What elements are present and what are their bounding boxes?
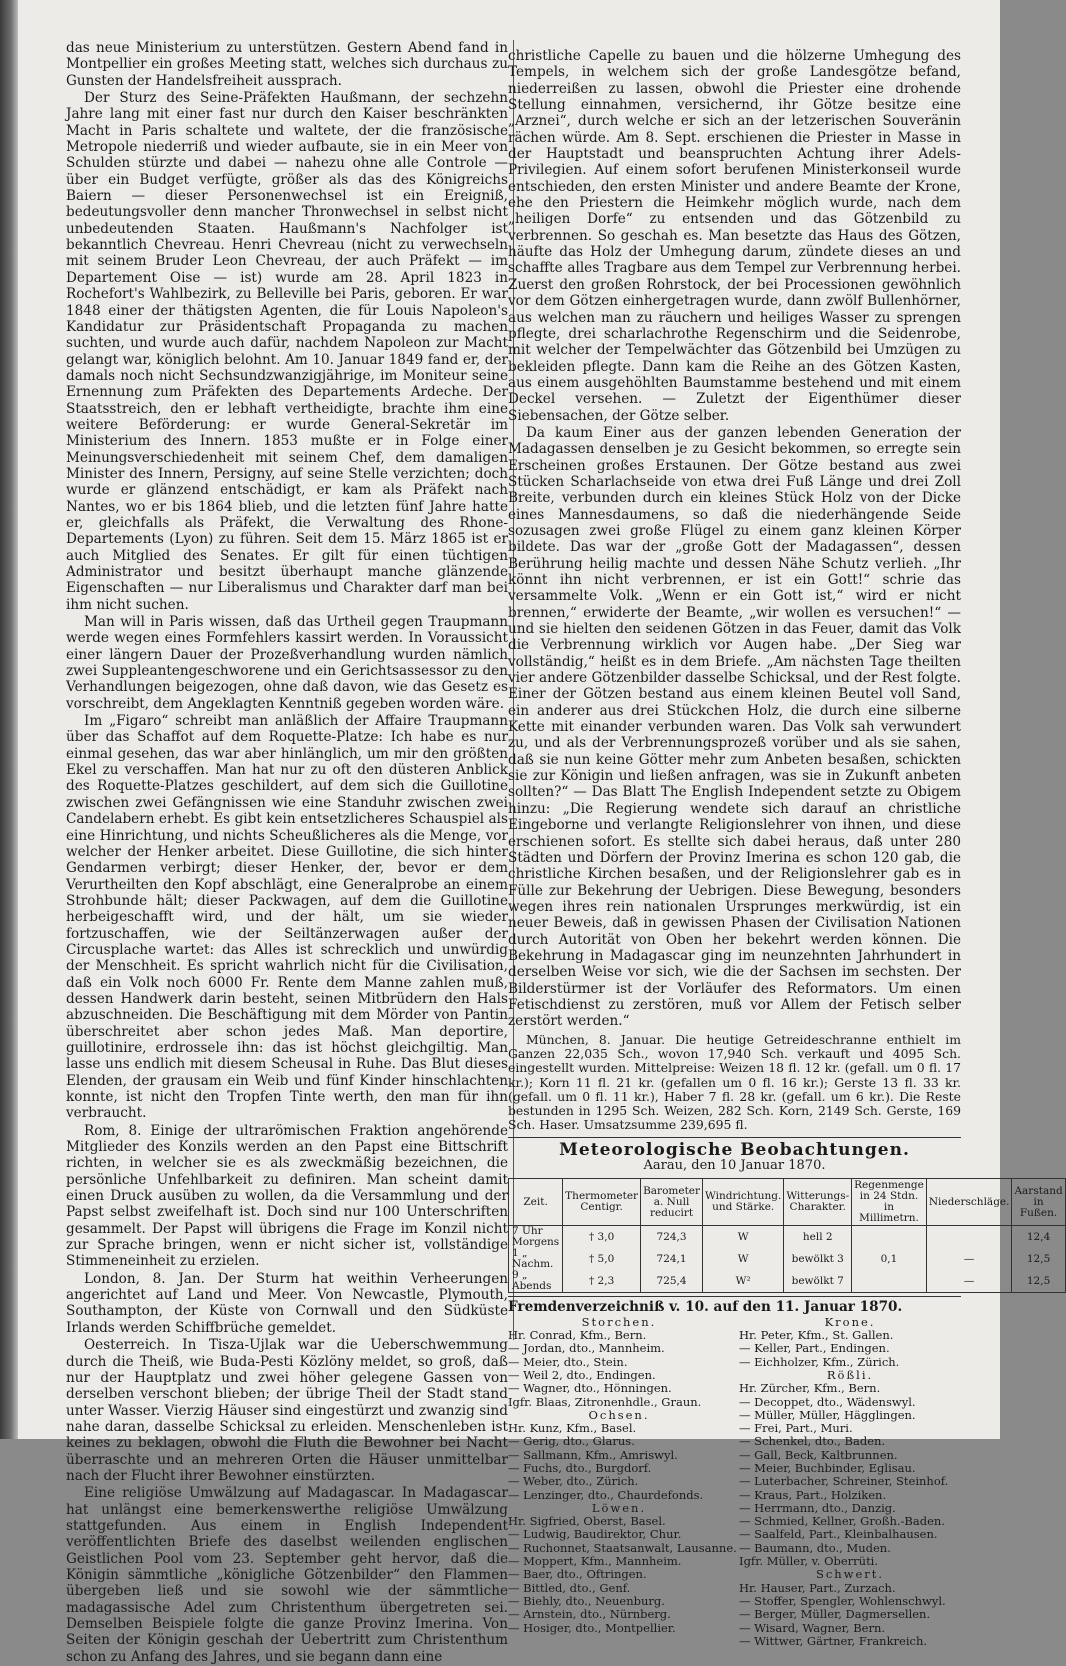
book-binding-edge (0, 0, 18, 1439)
weather-wind: W² (703, 1270, 784, 1293)
weather-header: Aarstand in Fußen. (1012, 1179, 1065, 1226)
hotel-name: Rößli. (826, 1367, 874, 1382)
paragraph-rom: Rom, 8. Einige der ultrarömischen Fraktion angehörende Mitglieder des Konzils werden an den Papst eine Bittschrift richten, in welcher sie es als zweckmäßig bezeichnen, die persönliche Unfehlbarkeit zu definiren. Man scheint damit einen Druck ausüben zu wollen, da die Versammlung und der Papst selbst zweifelhaft ist. Doch sind nur 100 Unterschriften gesammelt. Der Papst will übrigens die Frage im Konzil nicht zur Sprache bringen, wenn er nicht sicher ist, vollständige Stimmeneinheit zu erzielen. (66, 1122, 508, 1270)
guest-entry: — Hosiger, dto., Montpellier. (508, 1620, 676, 1635)
guest-entry: Igfr. Blaas, Zitronenhdle., Graun. (508, 1394, 702, 1409)
hotel-name: Ochsen. (588, 1407, 650, 1422)
guest-entry: — Lenzinger, dto., Chaurdefonds. (508, 1487, 704, 1502)
guest-entry: — Keller, Part., Endingen. (739, 1341, 890, 1356)
weather-row (509, 1270, 1066, 1293)
weather-precip (926, 1226, 1012, 1249)
weather-title: Meteorologische Beobachtungen. (559, 1139, 910, 1160)
guest-entry: — Arnstein, dto., Nürnberg. (508, 1607, 671, 1622)
paragraph-goetze: Da kaum Einer aus der ganzen lebenden Generation der Madagassen denselben je zu Gesicht bekommen, so erregte sein Erscheinen großes Erstaunen. Der Götze bestand aus zwei Stücken Scharlachseide von etwa drei Fuß Länge und drei Zoll Breite, verbunden durch ein kleines Stück Holz von der Dicke eines Mannesdaumens, so daß die niederhängende Seide sozusagen zwei große Flügel zu einem ganz kleinen Körper bildete. Das war der „große Gott der Madagassen“, dessen Berührung heilig machte und dessen Nähe Schutz verlieh. „Ihr könnt ihn nicht verbrennen, er ist ein Gott!“ schrie das versammelte Volk. „Wenn er ein Gott ist,“ wird er nicht brennen,“ erwiderte der Beamte, „wir wollen es versuchen!“ — und sie hielten den seidenen Götzen in das Feuer, damit das Volk die Verbrennung wirklich vor Augen habe. „Der Sieg war vollständig,“ heißt es in dem Briefe. „Am nächsten Tage theilten vier andere Götzenbilder dasselbe Schicksal, und der Rest folgte. Einer der Götzen bestand aus einem kleinen Beutel voll Sand, ein anderer aus drei Stückchen Holz, die durch eine silberne Kette mit einander verbunden waren. Das Volk sah verwundert zu, und als der Verbrennungsprozeß vorüber und als sie sahen, daß sie nun keine Götter mehr zum Anbeten besaßen, schickten sie zur Königin und ließen anfragen, was sie in Zukunft anbeten sollten?“ — Das Blatt The English Independent setzte zu Obigem hinzu: „Die Regierung wendete sich darauf an christliche Eingeborne und verlangte Religionslehrer von ihnen, und diese erschienen sofort. Es stellte sich dabei heraus, daß unter 280 Städten und Dörfern der Provinz Imerina es schon 120 gab, die christliche Kirchen besaßen, und der Religionslehrer gab es in Fülle zur Bekehrung der Uebrigen. Diese Bewegung, besonders wegen ihres rein nationalen Ursprunges merkwürdig, ist ein neuer Beweis, daß in gewissen Phasen der Civilisation Nationen durch Autorität von Oben her bekehrt werden können. Die Bekehrung in Madagascar ging im neunzehnten Jahrhundert in derselben Weise vor sich, wie die der Sachsen im sechsten. Der Bilderstürmer ist der Vorläufer des Reformators. Um einen Fetischdienst zu zerstören, muß vor Allem der Fetisch selber zerstört werden.“ (508, 424, 961, 1030)
guest-entry: — Ludwig, Baudirektor, Chur. (508, 1527, 682, 1542)
guest-list-column-right (739, 1316, 961, 1648)
guest-entry: — Herrmann, dto., Danzig. (739, 1500, 896, 1515)
guest-entry: — Gerig, dto., Glarus. (508, 1434, 635, 1449)
weather-table (508, 1178, 1066, 1293)
weather-time: 1 „ Nachm. (509, 1248, 563, 1270)
weather-wind: W (703, 1248, 784, 1270)
left-column (66, 40, 508, 1666)
weather-time: 9 „ Abends (509, 1270, 563, 1293)
weather-rain (852, 1270, 927, 1293)
guest-entry: — Gall, Beck, Kaltbrunnen. (739, 1447, 898, 1462)
guest-entry: — Eichholzer, Kfm., Zürich. (739, 1354, 900, 1369)
guest-entry: Hr. Peter, Kfm., St. Gallen. (739, 1328, 894, 1343)
guest-entry: — Moppert, Kfm., Mannheim. (508, 1554, 682, 1569)
weather-subtitle: Aarau, den 10 Januar 1870. (643, 1158, 826, 1174)
weather-precip: — (926, 1270, 1012, 1293)
guest-entry: — Kraus, Part., Holziken. (739, 1487, 887, 1502)
guest-entry: — Jordan, dto., Mannheim. (508, 1341, 665, 1356)
weather-header: Niederschläge. (926, 1179, 1012, 1226)
weather-header: Witterungs-Charakter. (784, 1179, 852, 1226)
guest-entry: — Saalfeld, Part., Kleinbalhausen. (739, 1527, 938, 1542)
guest-entry: — Sallmann, Kfm., Amriswyl. (508, 1447, 678, 1462)
weather-level: 12,5 (1012, 1248, 1065, 1270)
weather-header: Barometer a. Null reducirt (641, 1179, 703, 1226)
guest-entry: Hr. Hauser, Part., Zurzach. (739, 1580, 896, 1595)
guest-entry: — Schmied, Kellner, Großh.-Baden. (739, 1514, 945, 1529)
guest-entry: Igfr. Müller, v. Oberrüti. (739, 1554, 879, 1569)
guest-entry: — Bittled, dto., Genf. (508, 1580, 631, 1595)
guest-list-section (508, 1296, 961, 1648)
guest-entry: — Müller, Müller, Hägglingen. (739, 1407, 916, 1422)
guest-entry: — Wagner, dto., Hönningen. (508, 1381, 672, 1396)
weather-precip: — (926, 1248, 1012, 1270)
weather-rain (852, 1226, 927, 1249)
market-report: München, 8. Januar. Die heutige Getreideschranne enthielt im Ganzen 22,035 Sch., wovon 17,940 Sch. verkauft und 4095 Sch. eingestellt wurden. Mittelpreise: Weizen 18 fl. 12 kr. (gefall. um 0 fl. 17 kr.); Korn 11 fl. 21 kr. (gefallen um 0 fl. 16 kr.); Gerste 13 fl. 33 kr. (gefall. um 0 fl. 11 kr.), Haber 7 fl. 28 kr. (gefall. um 6 kr.). Die Reste bestunden in 1295 Sch. Weizen, 282 Sch. Korn, 2149 Sch. Gerste, 169 Sch. Haser. Umsatzsumme 239,695 fl. (508, 1031, 961, 1133)
guest-list-column-left (508, 1314, 737, 1648)
guest-entry: — Decoppet, dto., Wädenswyl. (739, 1394, 916, 1409)
paragraph-oesterreich: Oesterreich. In Tisza-Ujlak war die Ueberschwemmung durch die Theiß, wie Buda-Pesti Közlöny meldet, so groß, daß nur der Hauptplatz und zwei höher gelegene Gassen von derselben verschont blieben; der übrige Theil der Stadt stand unter Wasser. Vierzig Häuser sind eingestürzt und zwanzig sind nahe daran, dasselbe Schicksal zu erleiden. Menschenleben ist keines zu beklagen, obwohl die Fluth die Bewohner bei Nacht überraschte und an mehreren Orten die Häuser unmittelbar nach der Flucht ihrer Bewohner einstürzten. (66, 1337, 508, 1484)
guest-entry: — Baer, dto., Oftringen. (508, 1567, 647, 1582)
guest-entry: Hr. Kunz, Kfm., Basel. (508, 1421, 637, 1436)
guest-entry: — Schenkel, dto., Baden. (739, 1434, 886, 1449)
guest-entry: Hr. Zürcher, Kfm., Bern. (739, 1381, 881, 1396)
weather-row (509, 1248, 1066, 1270)
paragraph-london: London, 8. Jan. Der Sturm hat weithin Verheerungen angerichtet auf Land und Meer. Von Newcastle, Plymouth, Southampton, der Küste von Cornwall und den Südküste Irlands werden Schiffbrüche gemeldet. (66, 1270, 508, 1336)
weather-baro: 724,1 (641, 1248, 703, 1270)
weather-header: Thermometer Centigr. (563, 1179, 641, 1226)
guest-entry: — Biehly, dto., Neuenburg. (508, 1593, 665, 1608)
guest-entry: — Wisard, Wagner, Bern. (739, 1620, 886, 1635)
weather-temp: † 5,0 (563, 1248, 641, 1270)
weather-header: Zeit. (509, 1179, 563, 1226)
guest-entry: — Baumann, dto., Muden. (739, 1540, 891, 1555)
weather-rain: 0,1 (852, 1248, 927, 1270)
paragraph-madagascar: Eine religiöse Umwälzung auf Madagascar. In Madagascar hat unlängst eine bemerkenswerthe religiöse Umwälzung stattgefunden. Aus einem in English Independent veröffentlichten Briefe des daselbst weilenden englischen Geistlichen Pool vom 23. September geht hervor, daß die Königin sämmtliche „königliche Götzenbilder“ den Flammen übergeben ließ und sie sowohl wie der sämmtliche madagassische Adel zum Christenthum übergetreten sei. Demselben Beispiele folgte die ganze Provinz Imerina. Von Seiten der Königin geschah der Uebertritt zum Christenthum schon zu Anfang des Jahres, und sie begann dann eine (66, 1485, 508, 1665)
guest-entry: — Stoffer, Spengler, Wohlenschwyl. (739, 1593, 946, 1608)
guest-list (508, 1316, 961, 1648)
guest-entry: — Berger, Müller, Dagmersellen. (739, 1607, 931, 1622)
weather-level: 12,4 (1012, 1226, 1065, 1249)
paragraph-ministerium: das neue Ministerium zu unterstützen. Gestern Abend fand in Montpellier ein großes Meeting statt, welches sich durchaus zu Gunsten der Handelsfreiheit aussprach. (66, 40, 508, 89)
weather-section (508, 1137, 1063, 1294)
hotel-name: Storchen. (581, 1314, 657, 1329)
guest-list-title: Fremdenverzeichniß v. 10. auf den 11. Januar 1870. (508, 1296, 961, 1315)
guest-entry: Hr. Sigfried, Oberst, Basel. (508, 1514, 666, 1529)
weather-char: bewölkt 3 (784, 1248, 852, 1270)
weather-baro: 724,3 (641, 1226, 703, 1249)
guest-entry: — Weil 2, dto., Endingen. (508, 1367, 656, 1382)
weather-temp: † 3,0 (563, 1226, 641, 1249)
hotel-name: Löwen. (591, 1500, 647, 1515)
hotel-name: Schwert. (815, 1567, 885, 1582)
newspaper-page (18, 0, 1063, 1665)
weather-char: hell 2 (784, 1226, 852, 1249)
weather-row (509, 1226, 1066, 1249)
guest-entry: — Ruchonnet, Staatsanwalt, Lausanne. (508, 1540, 737, 1555)
weather-wind: W (703, 1226, 784, 1249)
weather-level: 12,5 (1012, 1270, 1065, 1293)
guest-entry: — Luterbacher, Schreiner, Steinhof. (739, 1474, 949, 1489)
weather-char: bewölkt 7 (784, 1270, 852, 1293)
paragraph-traupmann: Man will in Paris wissen, daß das Urtheil gegen Traupmann werde wegen eines Formfehlers kassirt werden. In Voraussicht einer längern Dauer der Prozeßverhandlung wurden nämlich zwei Suppleantengeschworene und ein Gerichtsassessor zu den Verhandlungen beigezogen, ohne daß davon, wie das Gesetz es vorschreibt, dem Angeklagten Kenntniß gegeben worden wäre. (66, 614, 508, 712)
weather-header: Windrichtung. und Stärke. (703, 1179, 784, 1226)
paragraph-haussmann: Der Sturz des Seine-Präfekten Haußmann, der sechzehn Jahre lang mit einer fast nur durch den Kaiser beschränkten Macht in Paris schaltete und waltete, der die französische Metropole niederriß und wieder aufbaute, sie in ein Meer von Schulden stürzte und dabei — nahezu ohne alle Controle — über ein Budget verfügte, größer als das des Königreichs Baiern — dieser Personenwechsel ist ein Ereigniß, bedeutungsvoller denn mancher Thronwechsel in selbst nicht unbedeutenden Staaten. Haußmann's Nachfolger ist bekanntlich Chevreau. Henri Chevreau (nicht zu verwechseln mit seinem Bruder Leon Chevreau, der auch Präfekt — im Departement Oise — ist) wurde am 28. April 1823 in Rochefort's Wahlbezirk, zu Belleville bei Paris, geboren. Er war 1848 einer der thätigsten Agenten, die für Louis Napoleon's Kandidatur zur Präsidentschaft Propaganda zu machen suchten, und wurde auch dafür, nachdem Napoleon zur Macht gelangt war, königlich belohnt. Am 10. Januar 1849 fand er, der damals noch nicht Sechsundzwanzigjährige, im Moniteur seine Ernennung zum Präfekten des Departements Ardeche. Der Staatsstreich, den er lebhaft vertheidigte, brachte ihm eine weitere Beförderung: er wurde General-Sekretär im Ministerium des Innern. 1853 mußte er in Folge einer Meinungsverschiedenheit mit seinem Chef, dem damaligen Minister des Innern, Persigny, auf seine Stelle verzichten; doch wurde er glänzend entschädigt, er kam als Präfekt nach Nantes, wo er bis 1864 blieb, und die letzten fünf Jahre hatte er, gleichfalls als Präfekt, die Verwaltung des Rhone-Departements (Lyon) zu führen. Seit dem 15. März 1865 ist er auch Mitglied des Senates. Er gilt für einen tüchtigen Administrator und besitzt überhaupt manche glänzende Eigenschaften — nur Liberalismus und Charakter darf man bei ihm nicht suchen. (66, 90, 508, 613)
paragraph-figaro: Im „Figaro“ schreibt man anläßlich der Affaire Traupmann über das Schaffot auf dem Roquette-Platze: Ich habe es nur einmal gesehen, das war aber hinlänglich, um mir den größten Ekel zu verschaffen. Man hat nur zu oft den düsteren Anblick des Roquette-Platzes geschildert, auf dem sich die Guillotine zwischen zwei Gefängnissen wie eine Standuhr zwischen zwei Candelabern erhebt. Es gibt kein entsetzlicheres Schauspiel als eine Hinrichtung, und nichts Scheußlicheres als die Menge, vor welcher der Henker arbeitet. Diese Guillotine, die sich hinter Gendarmen verbirgt; dieser Henker, der, bevor er dem Verurtheilten den Kopf abschlägt, eine Generalprobe an einem Strohbunde hält; dieser Packwagen, auf dem die Guillotine herbeigeschafft wird, und der hält, um sie wieder fortzuschaffen, wie der Seiltänzerwagen außer der Circusplache wartet: das Alles ist schrecklich und unwürdig der Menschheit. Es spricht wahrlich nicht für die Civilisation, daß ein Volk noch 6000 Fr. Rente dem Manne zahlen muß, dessen Handwerk darin besteht, seinen Mitbrüdern den Hals abzuschneiden. Die Beschäftigung mit dem Mörder von Pantin überschreitet aber schon jedes Maß. Man deportire, guillotinire, erdrossele ihn: das ist höchst gleichgiltig. Man lasse uns endlich mit diesem Scheusal in Ruhe. Das Blut dieses Elenden, der grausam ein Weib und fünf Kinder hinschlachten konnte, ist nicht den Tropfen Tinte werth, den man für ihn verbraucht. (66, 713, 508, 1122)
guest-entry: — Fuchs, dto., Burgdorf. (508, 1461, 652, 1475)
guest-entry: — Meier, dto., Stein. (508, 1354, 628, 1369)
guest-entry: — Frei, Part., Muri. (739, 1421, 853, 1436)
weather-header: Regenmenge in 24 Stdn. in Millimetrn. (852, 1179, 927, 1226)
hotel-name: Krone. (824, 1314, 876, 1329)
paragraph-madagascar-cont: christliche Capelle zu bauen und die hölzerne Umhegung des Tempels, in welchem sich der große Landesgötze befand, niederreißen zu lassen, obwohl die Priester eine drohende Stellung einnahmen, versichernd, ihr Götze besitze eine „Arznei“, durch welche er sich an der letzerischen Souveränin rächen würde. Am 8. Sept. erschienen die Priester in Masse in der Hauptstadt und beanspruchten Achtung ihrer Adels-Privilegien. Auf einem sofort berufenen Ministerkonseil wurde entschieden, den ersten Minister und andere Beamte der Krone, ehe den Priestern die Heimkehr möglich wurde, nach dem „heiligen Dorfe“ zu entsenden und das Götzenbild zu verbrennen. So geschah es. Man besetzte das Haus des Götzen, häufte das Holz der Umhegung darum, zündete dieses an und schaffte alles Tragbare aus dem Tempel zur Verbrennung herbei. Zuerst den großen Rohrstock, der bei Processionen gewöhnlich vor dem Götzen einhergetragen wurde, dann zwölf Bullenhörner, aus welchen man zu räuchern und heiliges Wasser zu sprengen pflegte, drei scharlachrothe Regenschirm und die Seidenrobe, mit welcher der Tempelwächter das Götzenbild bei Umzügen zu bekleiden pflegte. Dann kam die Reihe an des Götzen Kasten, aus einem ausgehöhlten Baumstamme bestehend und mit einem Deckel versehen. — Zuletzt der Eigenthümer dieser Siebensachen, der Götze selber. (508, 48, 961, 424)
guest-entry: Hr. Conrad, Kfm., Bern. (508, 1328, 647, 1343)
guest-entry: — Meier, Buchbinder, Eglisau. (739, 1461, 916, 1475)
weather-temp: † 2,3 (563, 1270, 641, 1293)
guest-entry: — Wittwer, Gärtner, Frankreich. (739, 1633, 928, 1648)
guest-entry: — Weber, dto., Zürich. (508, 1474, 639, 1489)
weather-time: 7 Uhr Morgens (509, 1226, 563, 1249)
right-column (508, 48, 1063, 1648)
weather-baro: 725,4 (641, 1270, 703, 1293)
